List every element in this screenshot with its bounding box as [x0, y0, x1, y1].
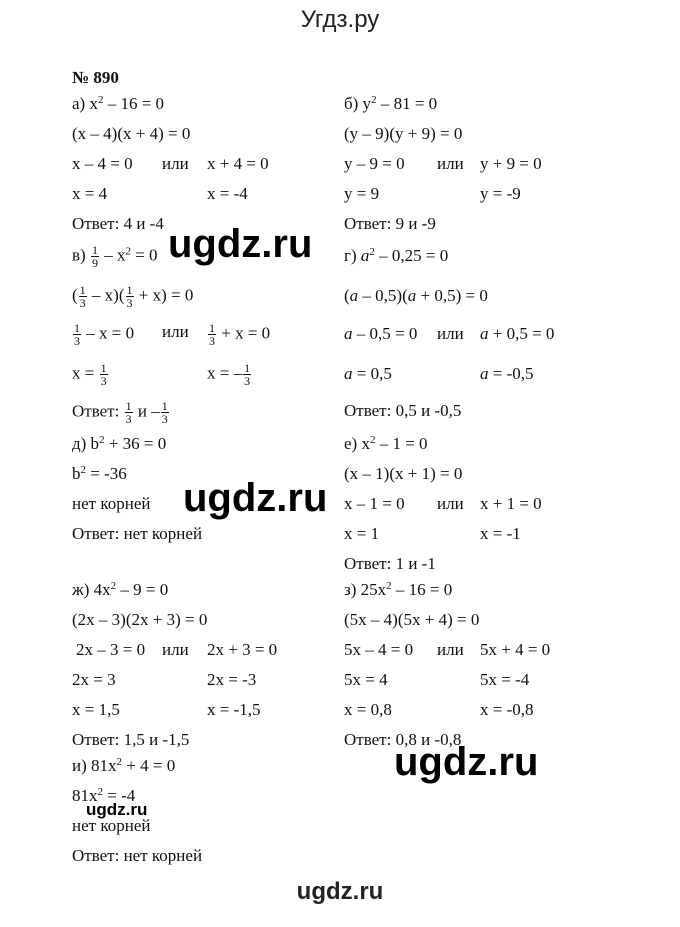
part-z-answer: Ответ: 0,8 и -0,8 [344, 730, 462, 749]
watermark-small: ugdz.ru [86, 800, 148, 819]
part-z-root1: x = 0,8 [344, 700, 392, 719]
part-v-equation: в) $\frac{1}{9}$ – $x^2 = 0$ [72, 243, 158, 270]
part-b-root2-eq: y + 9 = 0 [480, 154, 542, 173]
part-g-root1-eq: a – 0,5 = 0 [344, 324, 418, 343]
part-a-root2-eq: x + 4 = 0 [207, 154, 269, 173]
part-v-or: или [162, 322, 189, 341]
part-a-root2: x = -4 [207, 184, 248, 203]
part-d-answer: Ответ: нет корней [72, 524, 203, 543]
part-d-step: $b^2 = -36$ [72, 464, 127, 483]
fraction: $\frac{1}{3}$ [161, 399, 168, 426]
part-zh-equation: ж) $4x^2 - 9 = 0$ [72, 580, 169, 599]
part-z-step1: 5x = 4 [344, 670, 388, 689]
part-a-factored: (x – 4)(x + 4) = 0 [72, 124, 191, 143]
part-zh-root1: x = 1,5 [72, 700, 120, 719]
part-e-root1: x = 1 [344, 524, 380, 543]
part-g-root1: a = 0,5 [344, 364, 392, 383]
part-d-no-roots: нет корней [72, 494, 151, 513]
part-e-factored: (x – 1)(x + 1) = 0 [344, 464, 463, 483]
part-z-step2: 5x = -4 [480, 670, 530, 689]
part-b-or: или [437, 154, 464, 173]
part-z-equation: з) $25x^2 - 16 = 0$ [344, 580, 453, 599]
part-a-answer: Ответ: 4 и -4 [72, 214, 164, 233]
part-zh-root1-eq: 2x – 3 = 0 [76, 640, 146, 659]
part-i-equation: и) $81x^2 + 4 = 0$ [72, 756, 176, 775]
fraction: $\frac{1}{3}$ [79, 283, 86, 310]
part-zh-or: или [162, 640, 189, 659]
part-e-root2: x = -1 [480, 524, 521, 543]
part-zh-root2: x = -1,5 [207, 700, 261, 719]
part-v-root1-eq: $\frac{1}{3}$ – x = 0 [74, 321, 135, 348]
part-zh-step1: 2x = 3 [72, 670, 116, 689]
part-z-root2-eq: 5x + 4 = 0 [480, 640, 551, 659]
part-g-root2: a = -0,5 [480, 364, 534, 383]
part-b-root1-eq: y – 9 = 0 [344, 154, 405, 173]
part-g-root2-eq: a + 0,5 = 0 [480, 324, 555, 343]
part-e-or: или [437, 494, 464, 513]
fraction: $\frac{1}{3}$ [244, 361, 251, 388]
part-b-equation: б) $y^2 - 81 = 0$ [344, 94, 438, 113]
part-v-answer: Ответ: $\frac{1}{3}$ и – $\frac{1}{3}$ [72, 399, 168, 426]
part-a-root1-eq: x – 4 = 0 [72, 154, 133, 173]
fraction: $\frac{1}{3}$ [126, 283, 133, 310]
part-v-root2: x = – $\frac{1}{3}$ [207, 361, 251, 388]
part-zh-factored: (2x – 3)(2x + 3) = 0 [72, 610, 208, 629]
watermark: ugdz.ru [168, 222, 313, 266]
part-g-factored: (a – 0,5)(a + 0,5) = 0 [344, 286, 488, 305]
site-footer: ugdz.ru [296, 878, 384, 905]
part-e-answer: Ответ: 1 и -1 [344, 554, 436, 573]
part-z-root2: x = -0,8 [480, 700, 534, 719]
part-v-root1: x = $\frac{1}{3}$ [72, 361, 107, 388]
part-z-or: или [437, 640, 464, 659]
fraction: $\frac{1}{3}$ [74, 321, 80, 348]
part-b-answer: Ответ: 9 и -9 [344, 214, 436, 233]
fraction: $\frac{1}{3}$ [125, 399, 132, 426]
part-d-equation: д) $b^2 + 36 = 0$ [72, 434, 167, 453]
part-zh-root2-eq: 2x + 3 = 0 [207, 640, 278, 659]
part-z-factored: (5x – 4)(5x + 4) = 0 [344, 610, 480, 629]
watermark: ugdz.ru [394, 740, 539, 784]
part-g-equation: г) $a^2 - 0,25 = 0$ [344, 246, 449, 265]
part-a-root1: x = 4 [72, 184, 108, 203]
part-i-answer: Ответ: нет корней [72, 846, 203, 865]
part-v-root2-eq: $\frac{1}{3}$ + x = 0 [209, 321, 271, 348]
part-a-equation: а) $x^2 - 16 = 0$ [72, 94, 165, 113]
part-z-root1-eq: 5x – 4 = 0 [344, 640, 414, 659]
problem-number: № 890 [72, 68, 119, 87]
part-e-root1-eq: x – 1 = 0 [344, 494, 405, 513]
fraction: $\frac{1}{3}$ [209, 321, 215, 348]
part-a-or: или [162, 154, 189, 173]
site-title: Угдз.ру [300, 6, 380, 33]
watermark: ugdz.ru [183, 476, 328, 520]
part-b-root1: y = 9 [344, 184, 380, 203]
part-e-root2-eq: x + 1 = 0 [480, 494, 542, 513]
part-g-answer: Ответ: 0,5 и -0,5 [344, 401, 462, 420]
part-b-factored: (y – 9)(y + 9) = 0 [344, 124, 463, 143]
part-g-or: или [437, 324, 464, 343]
part-zh-answer: Ответ: 1,5 и -1,5 [72, 730, 190, 749]
part-i-step: $81x^2 = -4$ [72, 786, 136, 805]
part-i-no-roots: нет корней [72, 816, 151, 835]
part-b-root2: y = -9 [480, 184, 521, 203]
part-v-factored: ( $\frac{1}{3}$ – x)( $\frac{1}{3}$ + x) = 0 [72, 283, 194, 310]
fraction: $\frac{1}{9}$ [91, 243, 98, 270]
fraction: $\frac{1}{3}$ [100, 361, 107, 388]
part-zh-step2: 2x = -3 [207, 670, 257, 689]
part-e-equation: е) $x^2 - 1 = 0$ [344, 434, 428, 453]
